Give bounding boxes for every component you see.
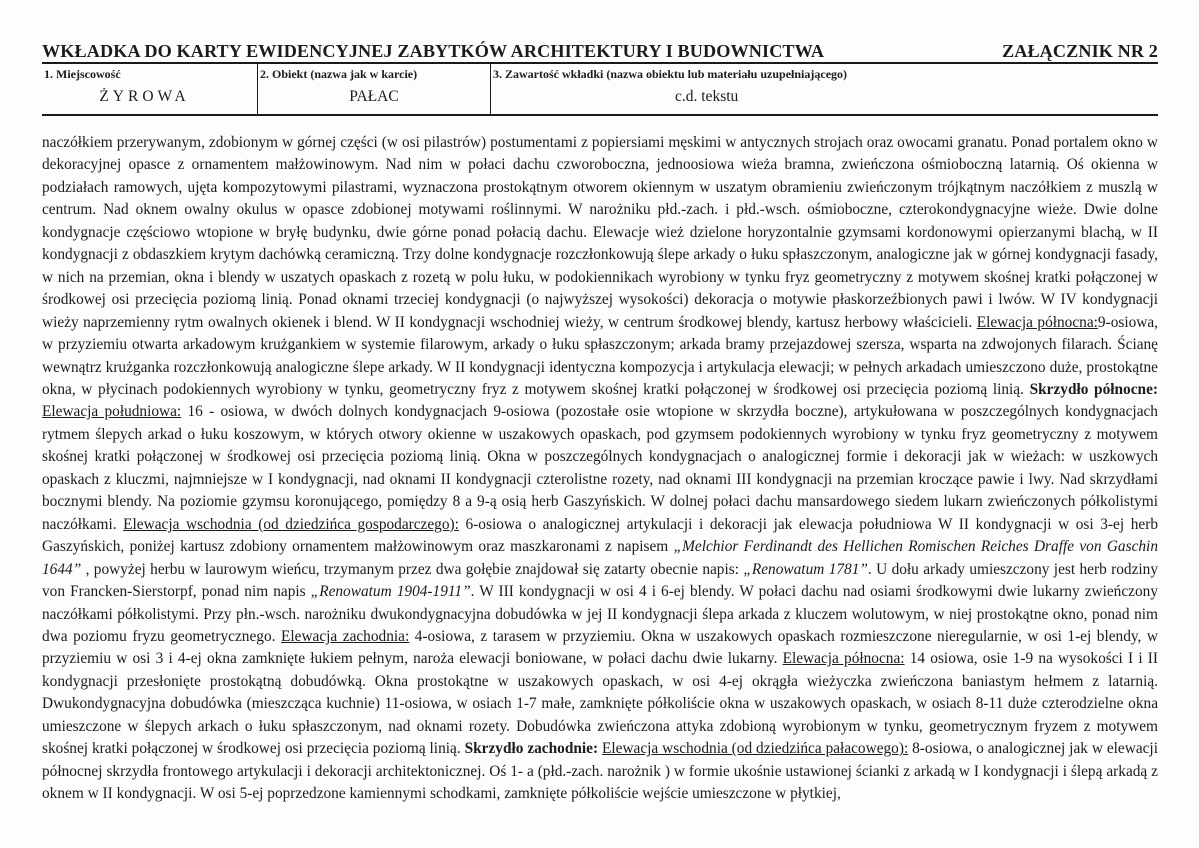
content-field <box>491 64 1158 114</box>
title-row <box>42 40 1158 62</box>
text-segment: 8-osiowa, o analogicznej jak w elewacji północnej skrzydła frontowego artykulacji i dekoracji architektonicznej. Oś 1- a (płd.-zach. narożnik ) w formie ukośnie ustawionej ścianki z arkadą w I kondygnacji i ślepą arkadą z oknem w II kondygnacji. W osi 5-ej poprzedzone kamiennymi schodkami, zamknięte półkoliście wejście umieszczone w płytkiej, <box>42 740 1158 803</box>
heading-east-elevation-palace: Elewacja wschodnia (od dziedzińca pałacowego): <box>602 740 909 758</box>
locality-label: 1. Miejscowość <box>44 67 121 81</box>
annex-number: ZAŁĄCZNIK NR 2 <box>1001 41 1158 61</box>
text-segment: . W III kondygnacji w osi 4 i 6-ej blendy. W połaci dachu nad osiami środkowymi dwie lukarny zwieńczony naczółkami półkolistymi. Przy płn.-wsch. narożniku dwukondygnacyjna dobudówka w jej II kondygnacji ślepa arkada z kluczem wolutowym, w niej prostokątne okno, ponad nim dwa poziomu fryzu geometrycznego. <box>42 583 1158 645</box>
document-title: WKŁADKA DO KARTY EWIDENCYJNEJ ZABYTKÓW ARCHITEKTURY I BUDOWNICTWA <box>42 41 825 61</box>
description-text <box>42 132 1158 806</box>
form-fields <box>42 64 1158 116</box>
text-segment: 6-osiowa o analogicznej artykulacji i dekoracji jak elewacja południowa W II kondygnacji w osi 3-ej herb Gaszyńskich, poniżej kartusz zdobiony ornamentem małżowinowym oraz maszkaronami z napisem <box>42 515 1159 556</box>
heading-north-wing: Skrzydło północne: <box>1029 380 1158 398</box>
locality-value: ŻYROWA <box>99 88 190 105</box>
text-segment: 4-osiowa, z tarasem w przyziemiu. Okna w uszakowych opaskach rozmieszczone nieregularnie, w osi 1-ej blendy, w przyziemiu w osi 3 i 4-ej okna zamknięte łukiem pełnym, naroża elewacji boniowane, w połaci dachu dwie lukarny. <box>42 627 1158 668</box>
text-segment: . U dołu arkady umieszczony jest herb rodziny von Francken-Sierstorpf, ponad nim napis <box>42 560 1158 601</box>
heading-west-elevation: Elewacja zachodnia: <box>281 627 410 645</box>
object-value: PAŁAC <box>349 88 399 105</box>
form-header <box>42 40 1158 116</box>
heading-north-elevation: Elewacja północna: <box>976 313 1098 331</box>
heading-west-wing: Skrzydło zachodnie: <box>464 740 599 758</box>
inscription-text: „Renowatum 1781” <box>743 560 868 578</box>
content-value: c.d. tekstu <box>675 88 739 105</box>
text-segment: 14 osiowa, osie 1-9 na wysokości I i II kondygnacji przesłonięte prostokątną dobudówką. Okna prostokątne w uszakowych opaskach, w osi 4-ej okrągła wieżyczka zwieńczona baniastym hełmem z latarnią. Dwukondygnacyjna dobudówka (mieszcząca kuchnie) 11-osiowa, w osiach 1-7 małe, zamknięte półkoliście okna w uszakowych opaskach, w osiach 8-11 duże czterodzielne okna umieszczone w ślepych arkach o łuku spłaszczonym, nad oknami rozety. Dobudówka zwieńczona attyka zdobioną wyrobionym w tynku, geometrycznym fryzem z motywem skośnej kratki połączonej w środkowej osi przecięcia poziomą linią. <box>42 650 1159 758</box>
text-segment: naczółkiem przerywanym, zdobionym w górnej części (w osi pilastrów) postumentami z popiersiami męskimi w antycznych strojach oraz owocami granatu. Ponad portalem okno w dekoracyjnej opasce z ornamentem małżowinowym. Nad nim w połaci dachu czworoboczna, jednoosiowa wieża bramna, zwieńczona ośmioboczną latarnią. Oś okienna w podziałach ramowych, ujęta kompozytowymi pilastrami, wyznaczona prostokątnym otworem okiennym w uszatym obramieniu zwieńczonym trójkątnym naczółkiem z muszlą w centrum. Nad oknem owalny okulus w opasce zdobionej motywami roślinnymi. W narożniku płd.-zach. i płd.-wsch. ośmioboczne, czterokondygnacyjne wieże. Dwie dolne kondygnacje częściowo wtopione w bryłę budynku, dwie górne ponad połacią dachu. Elewacje wież dzielone horyzontalnie gzymsami kordonowymi opierzanymi blachą, w II kondygnacji z obdaszkiem krytym dachówką ceramiczną. Trzy dolne kondygnacje rozczłonkowują ślepe arkady o łuku spłaszczonym, analogiczne jak w górnej kondygnacji fasady, w nich na przemian, okna i blendy w uszatych opaskach z rozetą w polu łuku, w podokiennikach wyrobiony w tynku fryz geometryczny z motywem skośnej kratki połączonej w środkowej osi przecięcia poziomą linią. Ponad oknami trzeciej kondygnacji (o najwyższej wysokości) dekoracja o motywie płaskorzeźbionych pawi i lwów. W IV kondygnacji wieży naprzemienny rytm owalnych okienek i blend. W II kondygnacji wschodniej wieży, w centrum środkowej blendy, kartusz herbowy właścicieli. <box>42 134 1158 331</box>
object-field <box>258 64 491 114</box>
inscription-text: „Renowatum 1904-1911” <box>310 583 471 601</box>
locality-field <box>42 64 258 114</box>
heading-east-elevation: Elewacja wschodnia (od dziedzińca gospodarczego): <box>123 515 459 533</box>
text-segment: 9-osiowa, w przyziemiu otwarta arkadowym krużgankiem w systemie filarowym, arkady o łuku spłaszczonym; arkada bramy przejazdowej szersza, wsparta na zdwojonych filarach. Ścianę wewnątrz krużganka rozczłonkowują analogiczne ślepe arkady. W II kondygnacji identyczna kompozycja i artykulacja elewacji; w pełnych arkadach umieszczono duże, prostokątne okna, w płycinach podokiennych wyrobiony w tynku, geometryczny fryz z motywem skośnej kratki połączonej w środkowej osi przecięcia poziomą linią. <box>42 313 1159 398</box>
text-segment: 16 - osiowa, w dwóch dolnych kondygnacjach 9-osiowa (pozostałe osie wtopione w skrzydła boczne), artykułowana w poszczególnych kondygnacjach rytmem ślepych arkad o łuku koszowym, w których otwory okienne w uszakowych opaskach, pod gzymsem podokiennych wyrobiony w tynku fryz geometryczny z motywem skośnej kratki połączonej w środkowej osi przecięcia poziomą linią. Okna w poszczególnych kondygnacjach o analogicznej formie i dekoracji jak w wieżach: w uszkowych opaskach z kluczmi, najmniejsze w I kondygnacji, nad oknami II kondygnacji czterolistne rozety, nad oknami III kondygnacji na przemian kroczące pawie i lwy. Nad skrzydłami bocznymi blendy. Na poziomie gzymsu koronującego, pomiędzy 8 a 9-ą osią herb Gaszyńskich. W dolnej połaci dachu mansardowego siedem lukarn zwieńczonych półkolistymi naczółkami. <box>42 403 1158 533</box>
text-segment: , powyżej herbu w laurowym wieńcu, trzymanym przez dwa gołębie znajdował się zatarty obecnie napis: <box>81 560 744 578</box>
object-label: 2. Obiekt (nazwa jak w karcie) <box>260 67 418 81</box>
heading-north-elevation-2: Elewacja północna: <box>782 650 905 668</box>
description-paragraph <box>42 132 1158 806</box>
heading-south-elevation: Elewacja południowa: <box>42 403 182 421</box>
inscription-text: „Melchior Ferdinandt des Hellichen Romischen Reiches Draffe von Gaschin 1644” <box>42 538 1158 578</box>
content-label: 3. Zawartość wkładki (nazwa obiektu lub materiału uzupełniającego) <box>493 67 848 81</box>
